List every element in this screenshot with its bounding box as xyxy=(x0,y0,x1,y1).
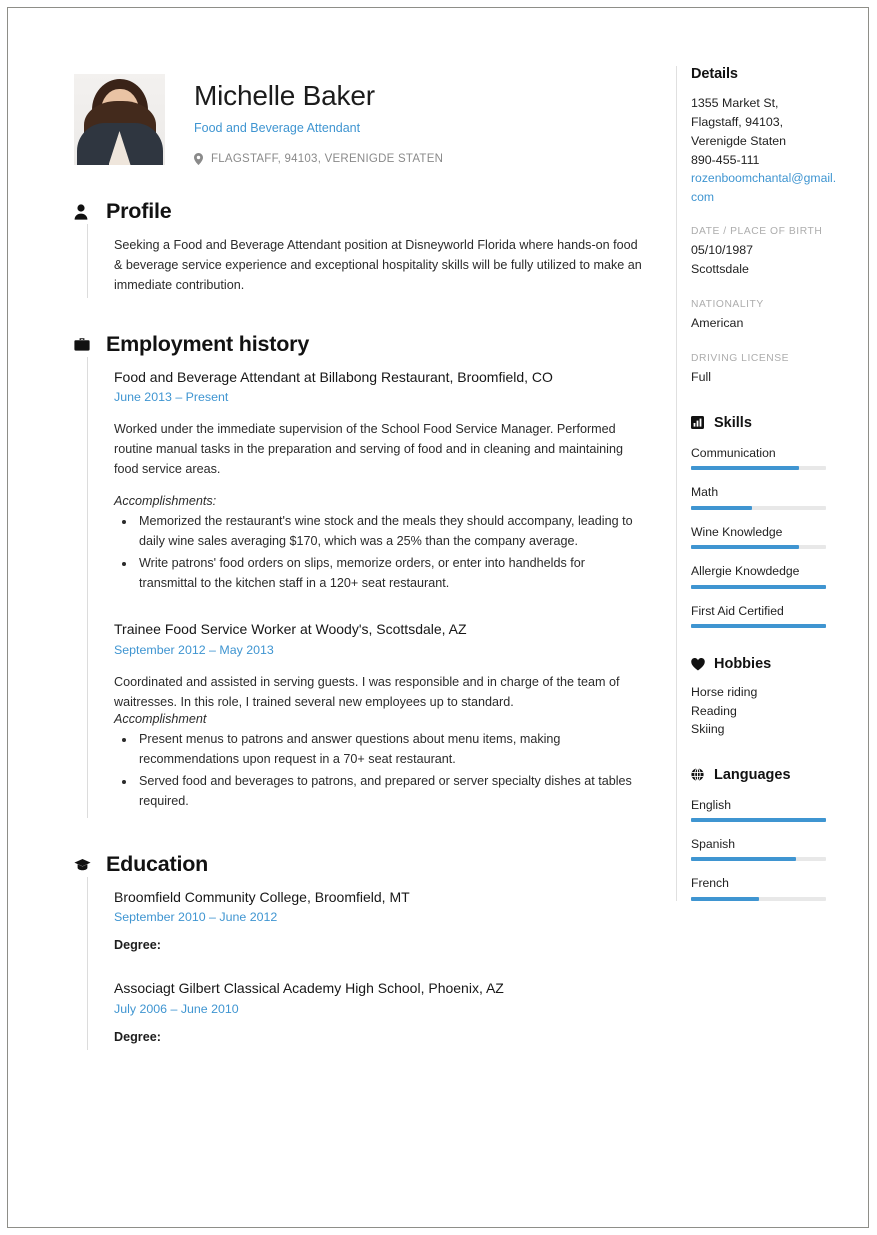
languages-title: Languages xyxy=(714,766,791,783)
field-value: Scottsdale xyxy=(691,262,749,277)
address-line: Verenigde Staten xyxy=(691,133,787,148)
profile-photo xyxy=(74,74,165,165)
skill-track xyxy=(691,624,826,628)
sidebar-languages xyxy=(691,767,841,901)
language-item xyxy=(691,875,841,900)
bullet-item: • Present menus to patrons and answer questions about menu items, making recommendations upon request in a 70+ seat restaurant. xyxy=(136,730,644,770)
education-entry xyxy=(114,887,644,956)
resume-header xyxy=(74,66,644,165)
skills-title: Skills xyxy=(714,414,752,431)
skill-item xyxy=(691,563,841,588)
skill-label: Allergie Knowdedge xyxy=(691,564,800,579)
hobbies-heading xyxy=(691,656,841,672)
language-fill xyxy=(691,818,826,822)
education-heading xyxy=(74,852,644,877)
location-text: FLAGSTAFF, 94103, VERENIGDE STATEN xyxy=(211,153,444,166)
language-track xyxy=(691,897,826,901)
entry-bullets xyxy=(114,512,644,594)
entry-title: Trainee Food Service Worker at Woody's, Scottsdale, AZ xyxy=(114,621,467,638)
language-item xyxy=(691,797,841,822)
education-entry xyxy=(114,978,644,1047)
entry-date: September 2012 – May 2013 xyxy=(114,642,274,657)
profile-text: Seeking a Food and Beverage Attendant position at Disneyworld Florida where hands-on food & beverage service experience and exceptional hospitality skills will be fully utilized to make an immediate contribution. xyxy=(114,238,642,292)
bullet-item: • Memorized the restaurant's wine stock and the meals they should accompany, leading to daily wine sales averaging $170, which was a 25% than the company average. xyxy=(136,512,644,552)
map-pin-icon xyxy=(194,153,203,165)
skill-item xyxy=(691,603,841,628)
employment-entry xyxy=(114,619,644,816)
skill-item xyxy=(691,445,841,470)
skill-label: Math xyxy=(691,485,719,500)
location-row xyxy=(194,153,443,165)
bar-chart-icon xyxy=(691,416,706,429)
email-link[interactable]: rozenboomchantal@gmail.com xyxy=(691,171,837,204)
skill-track xyxy=(691,545,826,549)
skill-item xyxy=(691,484,841,509)
bullet-item: • Write patrons' food orders on slips, memorize orders, or enter into handhelds for transmittal to the kitchen staff in a 120+ seat restaurant. xyxy=(136,554,644,594)
field-label: DATE / PLACE OF BIRTH xyxy=(691,226,823,238)
language-track xyxy=(691,818,826,822)
language-fill xyxy=(691,857,796,861)
details-contact xyxy=(691,94,841,206)
header-text xyxy=(165,66,443,165)
profile-heading xyxy=(74,199,644,224)
skill-label: First Aid Certified xyxy=(691,603,784,618)
field-label: DRIVING LICENSE xyxy=(691,353,790,364)
skill-label: Communication xyxy=(691,445,776,460)
profile-body xyxy=(87,224,644,298)
sidebar-hobbies xyxy=(691,656,841,738)
skill-fill xyxy=(691,506,752,510)
skill-fill xyxy=(691,466,799,470)
profile-title: Profile xyxy=(106,199,172,224)
main-column xyxy=(74,66,644,1050)
entry-title: Broomfield Community College, Broomfield, MT xyxy=(114,889,410,906)
skill-track xyxy=(691,585,826,589)
details-title: Details xyxy=(691,66,738,82)
entry-date: September 2010 – June 2012 xyxy=(114,910,278,925)
candidate-job-title: Food and Beverage Attendant xyxy=(194,121,361,136)
sidebar xyxy=(676,66,841,901)
address-line: Flagstaff, 94103, xyxy=(691,114,784,129)
hobbies-list xyxy=(691,683,841,738)
field-label: NATIONALITY xyxy=(691,299,764,311)
globe-icon xyxy=(691,768,706,781)
education-title: Education xyxy=(106,852,209,877)
skill-fill xyxy=(691,545,799,549)
skill-fill xyxy=(691,585,826,589)
entry-bullets xyxy=(114,730,644,812)
skill-track xyxy=(691,506,826,510)
employment-title: Employment history xyxy=(106,331,310,356)
entry-description: Coordinated and assisted in serving guests. I was responsible and in charge of the team of waitresses. In this role, I trained several new employees up to standard. xyxy=(114,674,620,709)
section-education xyxy=(74,852,644,1050)
graduation-cap-icon xyxy=(74,858,96,872)
employment-heading xyxy=(74,332,644,357)
hobby-item: Skiing xyxy=(691,722,725,737)
entry-description: Worked under the immediate supervision of the School Food Service Manager. Performed routine manual tasks in the preparation and serving of food and in cleaning and maintaining food service areas. xyxy=(114,422,623,476)
bullet-item: • Served food and beverages to patrons, and prepared or server specialty dishes at tables required. xyxy=(136,772,644,812)
detail-field xyxy=(691,226,841,279)
employment-body xyxy=(87,357,644,818)
briefcase-icon xyxy=(74,337,96,352)
address-line: 1355 Market St, xyxy=(691,96,779,110)
language-item xyxy=(691,836,841,861)
detail-field xyxy=(691,353,841,387)
heart-icon xyxy=(691,658,706,671)
language-label: French xyxy=(691,876,729,891)
hobbies-title: Hobbies xyxy=(714,656,772,673)
resume-page xyxy=(7,7,869,1228)
field-value: American xyxy=(691,316,744,331)
language-track xyxy=(691,857,826,861)
entry-title: Food and Beverage Attendant at Billabong Restaurant, Broomfield, CO xyxy=(114,368,553,385)
sidebar-skills xyxy=(691,415,841,628)
languages-heading xyxy=(691,767,841,783)
entry-title: Associagt Gilbert Classical Academy High School, Phoenix, AZ xyxy=(114,980,504,997)
skill-item xyxy=(691,524,841,549)
hobby-item: Horse riding xyxy=(691,685,758,700)
candidate-name: Michelle Baker xyxy=(194,80,375,111)
field-value: 05/10/1987 xyxy=(691,243,754,258)
skill-fill xyxy=(691,624,826,628)
skill-label: Wine Knowledge xyxy=(691,524,783,539)
detail-field xyxy=(691,299,841,333)
accomplishments-label: Accomplishments: xyxy=(114,493,217,508)
resume-sheet xyxy=(8,8,868,1227)
section-profile xyxy=(74,199,644,298)
accomplishments-label: Accomplishment xyxy=(114,712,207,727)
skill-track xyxy=(691,466,826,470)
field-value: Full xyxy=(691,370,711,384)
hobby-item: Reading xyxy=(691,703,737,718)
language-fill xyxy=(691,897,759,901)
skills-heading xyxy=(691,415,841,431)
phone-number: 890-455-111 xyxy=(691,152,760,167)
education-body xyxy=(87,877,644,1050)
sidebar-details xyxy=(691,66,841,387)
language-label: Spanish xyxy=(691,836,736,851)
person-icon xyxy=(74,204,96,220)
section-employment xyxy=(74,332,644,818)
entry-date: July 2006 – June 2010 xyxy=(114,1001,239,1016)
language-label: English xyxy=(691,797,731,812)
degree-label: Degree: xyxy=(114,938,161,953)
entry-date: June 2013 – Present xyxy=(114,390,229,405)
employment-entry xyxy=(114,367,644,598)
degree-label: Degree: xyxy=(114,1029,161,1044)
